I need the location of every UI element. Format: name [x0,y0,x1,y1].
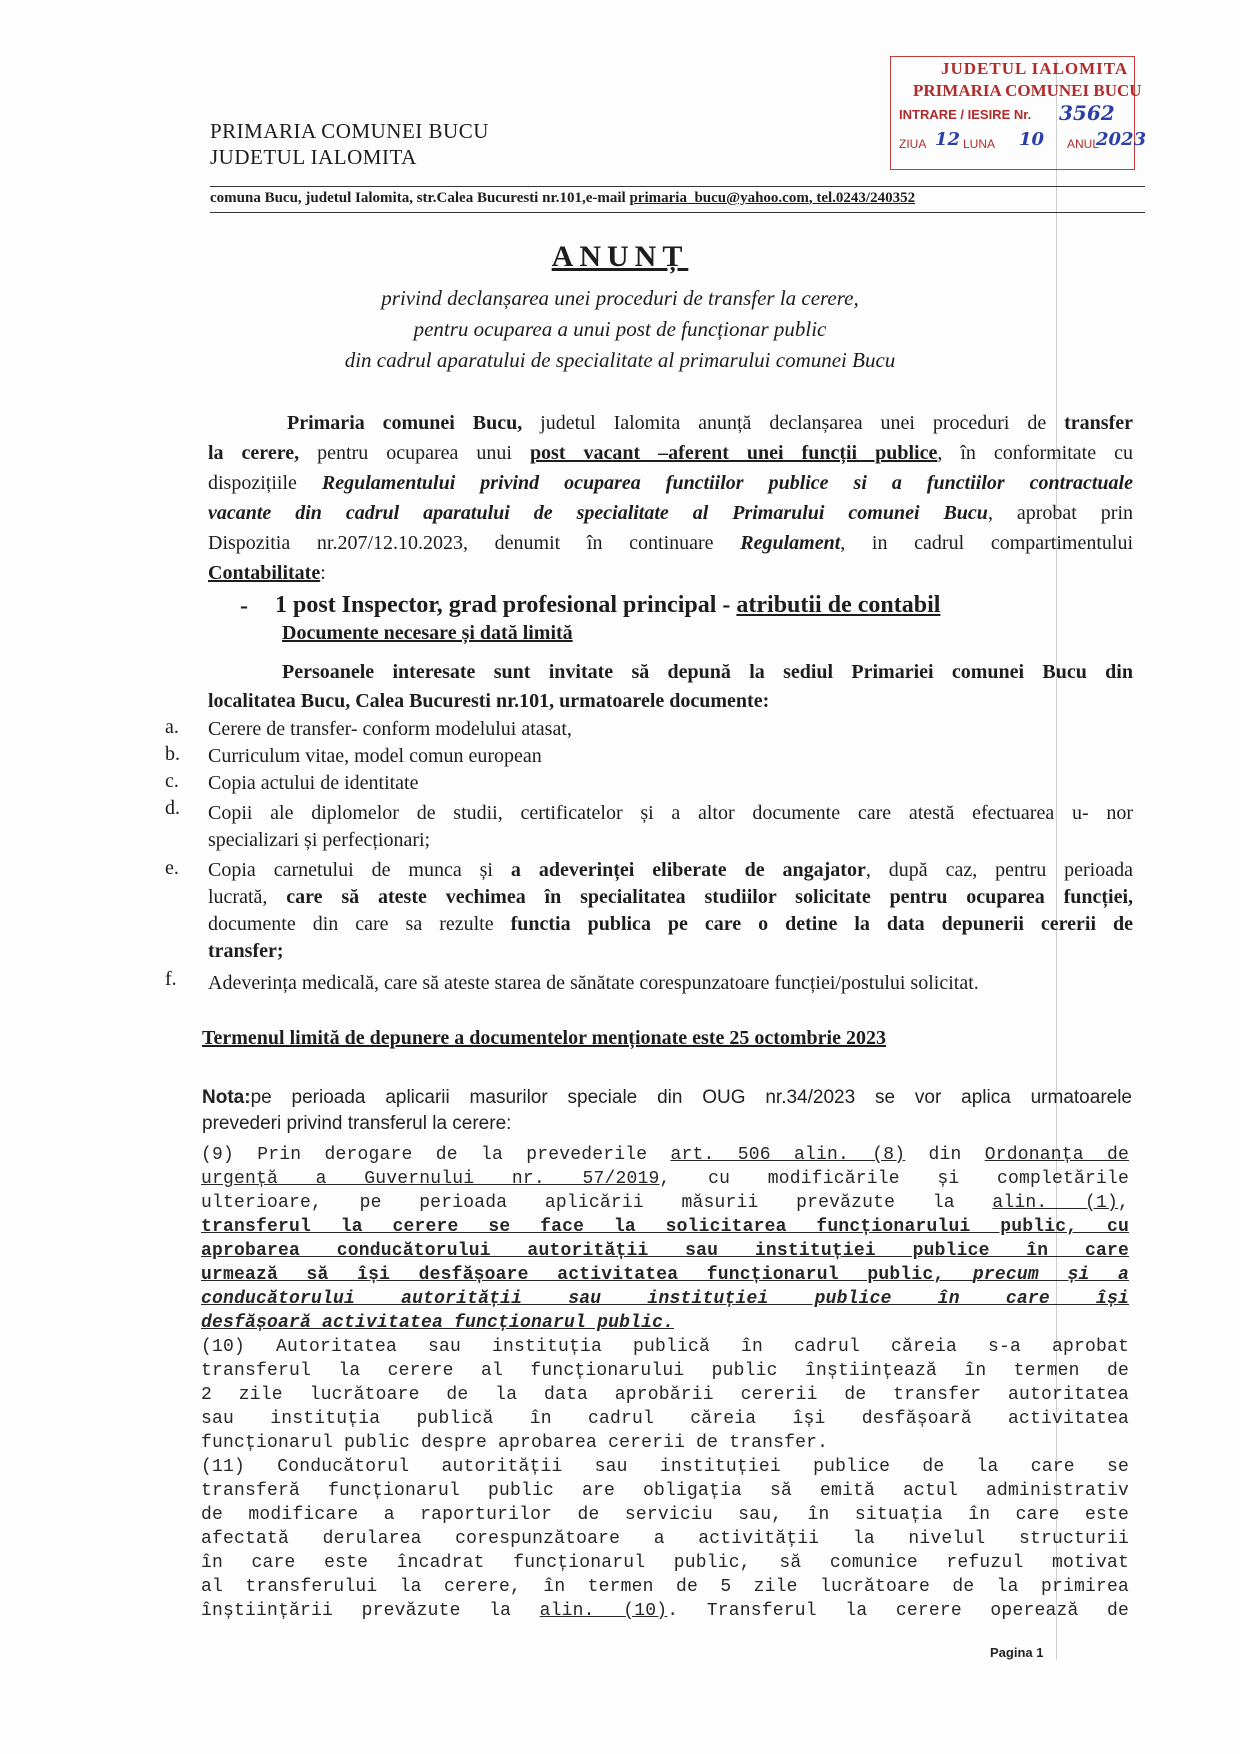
contact-phone: , tel.0243/240352 [808,190,916,206]
note-text: pe perioada aplicarii masurilor speciale din OUG nr.34/2023 se vor aplica urmatoarele [250,1087,1132,1108]
law-p11-line-7 [201,1599,1129,1623]
law-p10-line-3: 2 zile lucrătoare de la data aprobării cererii de transfer autoritatea [201,1385,1129,1405]
law-p9-line-6 [201,1263,1129,1287]
list-marker-e: e. [165,857,179,879]
law-bold-text: urmează să își desfășoare activitatea funcționarul public, [201,1265,973,1285]
contact-address: comuna Bucu, judetul Ialomita, str.Calea Bucuresti nr.101,e-mail [210,190,630,206]
list-item-c: Copia actului de identitate [208,772,419,794]
subtitle-line-3: din cadrul aparatului de specialitate al primarului comunei Bucu [344,348,896,372]
law-text: înștiințării prevăzute la [201,1601,540,1621]
position-line [275,592,940,619]
list-item-e-line-4: transfer; [208,940,284,962]
intro-line-4 [208,498,1133,528]
list-item-e-line-3 [208,911,1133,938]
law-p9-line-3 [201,1191,1129,1215]
intro-line-6 [208,558,1133,588]
law-link-oug57[interactable]: urgență a Guvernului nr. 57/2019 [201,1169,660,1189]
stamp-month-label: LUNA [963,137,996,151]
contact-email-link[interactable]: primaria_bucu@yahoo.com [629,190,809,206]
law-text: din [905,1145,985,1165]
list-item-d-line-2: specializari și perfecționari; [208,829,431,851]
intro-text: dispozițiile [208,472,322,494]
law-p9-line-1 [201,1143,1129,1167]
announcement-title: ANUNȚ [551,240,689,273]
law-link-art506[interactable]: art. 506 alin. (8) [670,1145,906,1165]
stamp-month: 10 [1019,129,1045,150]
documents-invite-line-1: Persoanele interesate sunt invitate să depună la sediul Primariei comunei Bucu din [282,661,1133,683]
stamp-institution: PRIMARIA COMUNEI BUCU [913,81,1142,100]
intro-la-cerere: la cerere, [208,442,300,464]
law-link-ordonanta[interactable]: Ordonanța de [984,1145,1129,1165]
list-item-e-text: Copia carnetului de munca și [208,859,511,881]
deadline: Termenul limită de depunere a documentelor menționate este 25 octombrie 2023 [202,1027,886,1049]
list-marker-c: c. [165,770,179,792]
list-item-a: Cerere de transfer- conform modelului atasat, [208,718,572,740]
intro-post-vacant: post vacant –aferent unei funcții publice [529,442,938,464]
intro-institution: Primaria comunei Bucu, [287,412,523,434]
list-marker-d: d. [165,797,180,819]
intro-colon: : [320,562,326,584]
registration-stamp [890,56,1147,170]
stamp-day: 12 [935,129,961,150]
intro-line-2 [208,438,1133,468]
intro-regulament: Regulament [740,532,841,554]
law-text: (9) Prin derogare de la prevederile [201,1145,671,1165]
law-p11-line-2: transferă funcționarul public are obligația să emită actul administrativ [201,1481,1129,1501]
intro-text: , in cadrul compartimentului [840,532,1134,554]
law-p9-line-5: aprobarea conducătorului autorității sau instituției publice în care [201,1241,1129,1261]
law-p11-line-6: al transferului la cerere, în termen de 5 zile lucrătoare de la primirea [201,1577,1129,1597]
list-marker-b: b. [165,743,180,765]
list-item-e-bold: a adeverinței eliberate de angajator [510,859,866,881]
law-p9-line-8: desfășoară activitatea funcționarul public. [201,1313,675,1333]
contact-line [210,190,915,207]
list-item-f: Adeverința medicală, care să ateste starea de sănătate corespunzatoare funcției/postului solicitat. [208,972,979,994]
law-p11-line-4: afectată derularea corespunzătoare a activității la nivelul structurii [201,1529,1129,1549]
intro-regulation-name: Regulamentului privind ocuparea functiilor publice si a functiilor contractuale [321,472,1133,494]
position-title: 1 post Inspector, grad profesional principal - [275,592,737,618]
subtitle-line-1: privind declanșarea unei proceduri de transfer la cerere, [381,286,859,310]
intro-text: pentru ocuparea unui [299,442,530,464]
department-name: Contabilitate [208,562,321,584]
intro-regulation-name-cont: vacante din cadrul aparatului de specialitate al Primarului comunei Bucu [208,502,988,524]
intro-line-3 [208,468,1133,498]
intro-text: Dispozitia nr.207/12.10.2023, denumit în continuare [208,532,741,554]
law-p11-line-5: în care este încadrat funcționarul public, să comunice refuzul motivat [201,1553,1129,1573]
page-number: Pagina 1 [990,1645,1044,1660]
intro-text: , aprobat prin [987,502,1133,524]
intro-text: judetul Ialomita anunță declanșarea unei proceduri de [522,412,1065,434]
law-text: ulterioare, pe perioada aplicării măsurii prevăzute la [201,1193,993,1213]
header-rule-top [210,186,1145,187]
law-p9-line-2 [201,1167,1129,1191]
note-label: Nota: [202,1087,251,1108]
list-item-e-text: lucrată, [208,886,287,908]
documents-invite-line-2: localitatea Bucu, Calea Bucuresti nr.101, urmatoarele documente: [208,690,770,712]
institution-name: PRIMARIA COMUNEI BUCU [210,119,489,143]
law-p9-line-7: conducătorului autorității sau instituției publice în care își [201,1289,1129,1309]
list-item-b: Curriculum vitae, model comun european [208,745,542,767]
position-duties: atributii de contabil [736,592,941,618]
subtitle-line-2: pentru ocuparea a unui post de funcționar public [413,317,827,341]
law-p10-line-2: transferul la cerere al funcționarului public înștiințează în termen de [201,1361,1129,1381]
law-text: , [1117,1193,1129,1213]
note-line-2: prevederi privind transferul la cerere: [202,1113,512,1134]
law-link-alin10[interactable]: alin. (10) [539,1601,668,1621]
law-text: . Transferul la cerere operează de [667,1601,1129,1621]
stamp-day-label: ZIUA [899,137,927,151]
list-item-d-line-1: Copii ale diplomelor de studii, certificatelor și a altor documente care atestă efectuarea u- nor [208,802,1133,824]
intro-transfer: transfer [1064,412,1133,434]
law-p10-line-1: (10) Autoritatea sau instituția publică în cadrul căreia s-a aprobat [201,1337,1129,1357]
list-item-e-line-2 [208,884,1133,911]
list-item-e-text: documente din care sa rezulte [208,913,511,935]
intro-line-1 [287,408,1133,438]
law-p9-line-4: transferul la cerere se face la solicitarea funcționarului public, cu [201,1217,1129,1237]
law-p10-line-4: sau instituția publică în cadrul căreia își desfășoară activitatea [201,1409,1129,1429]
law-bold-italic: precum și a [972,1265,1129,1285]
stamp-year: 2023 [1096,129,1147,150]
header-rule-bottom [210,212,1145,213]
institution-county: JUDETUL IALOMITA [210,145,417,169]
position-dash: - [240,593,248,619]
law-p10-line-5: funcționarul public despre aprobarea cererii de transfer. [201,1433,829,1453]
list-item-e-text: , după caz, pentru perioada [865,859,1133,881]
law-p11-line-1: (11) Conducătorul autorității sau instituției publice de la care se [201,1457,1129,1477]
list-item-e-bold: functia publica pe care o detine la data depunerii cererii de [510,913,1134,935]
intro-text: , în conformitate cu [937,442,1133,464]
note-line-1 [202,1085,1132,1111]
documents-heading: Documente necesare și dată limită [282,622,573,644]
stamp-entry-number: 3562 [1059,101,1115,125]
list-item-e-line-1 [208,857,1133,884]
stamp-year-label: ANUL [1067,137,1100,151]
law-link-alin1[interactable]: alin. (1) [992,1193,1118,1213]
list-marker-f: f. [165,968,177,990]
institution-header [210,118,489,170]
list-marker-a: a. [165,716,179,738]
stamp-county: JUDETUL IALOMITA [941,59,1129,78]
stamp-entry-label: INTRARE / IESIRE Nr. [899,107,1032,122]
list-item-e-bold: care să ateste vechimea în specialitatea studiilor solicitate pentru ocuparea funcției, [286,886,1133,908]
law-text: , cu modificările și completările [659,1169,1129,1189]
law-p11-line-3: de modificare a raporturilor de serviciu sau, în situația în care este [201,1505,1129,1525]
intro-line-5 [208,528,1133,558]
